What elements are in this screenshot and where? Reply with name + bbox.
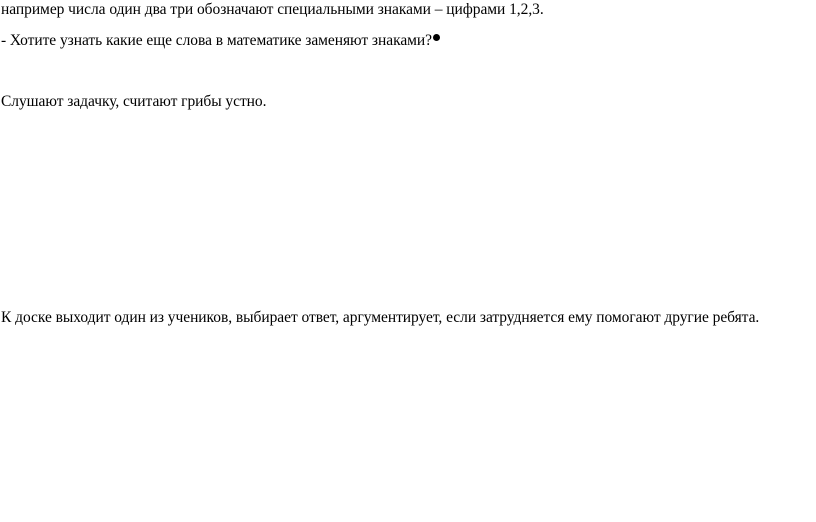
question-text: - Хотите узнать какие еще слова в математике заменяют знаками? [1, 32, 432, 49]
bullet-dot-icon [433, 34, 440, 41]
paragraph-question [1, 32, 440, 50]
paragraph-listen-task: Слушают задачку, считают грибы устно. [1, 93, 267, 110]
paragraph-numbers-intro: например числа один два три обозначают специальными знаками – цифрами 1,2,3. [1, 1, 544, 18]
paragraph-board-activity: К доске выходит один из учеников, выбирает ответ, аргументирует, если затрудняется ему помогают другие ребята. [1, 309, 760, 326]
